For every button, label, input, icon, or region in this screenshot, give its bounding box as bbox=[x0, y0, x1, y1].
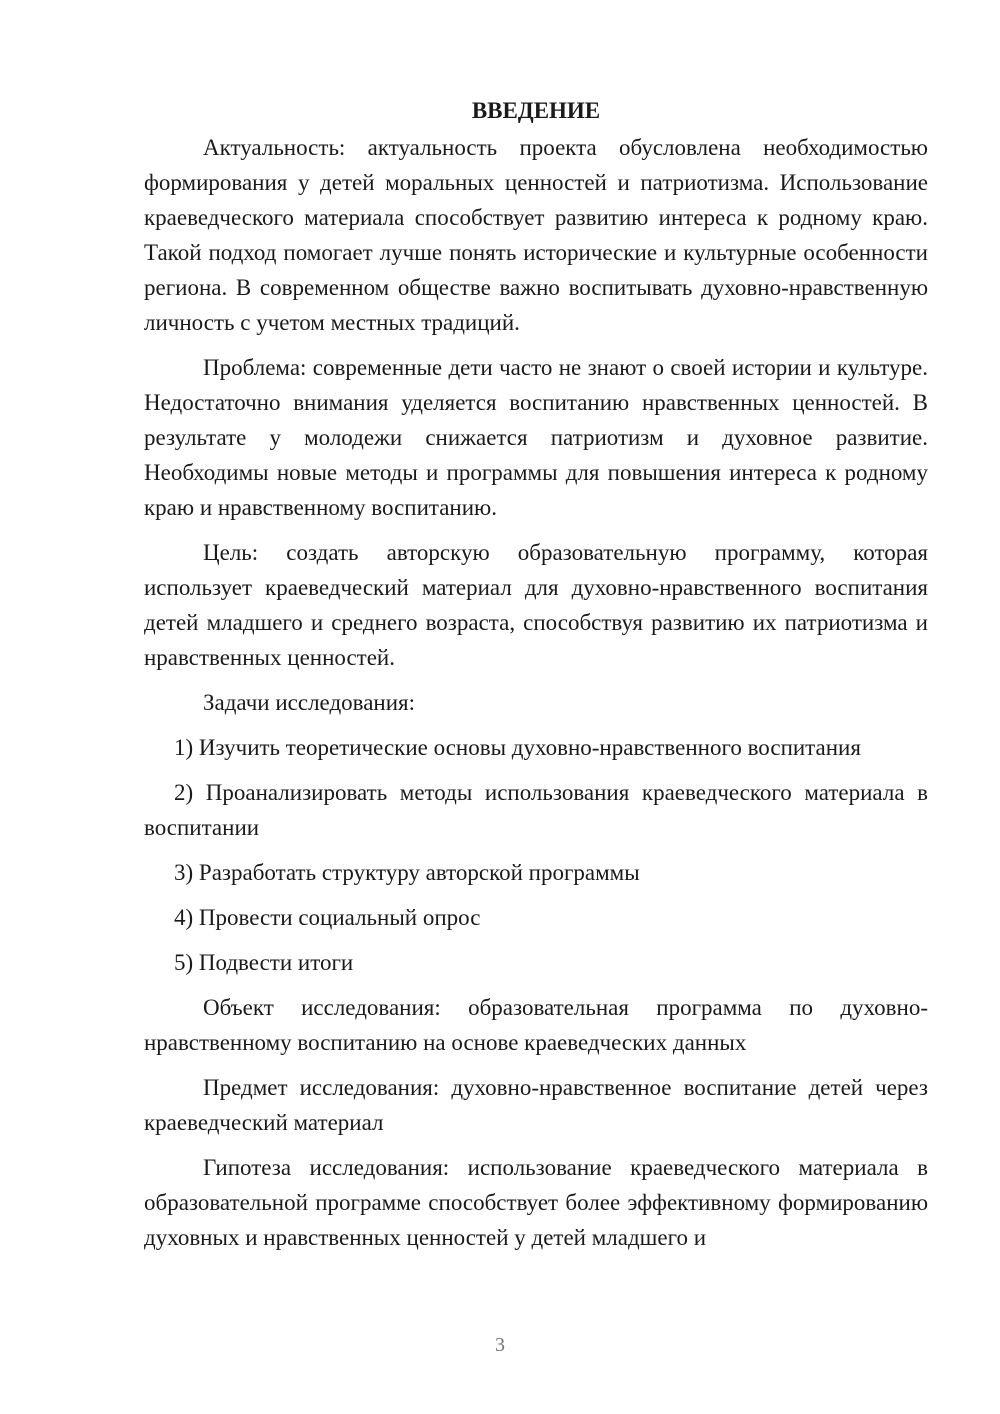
paragraph-problem: Проблема: современные дети часто не знают о своей истории и культуре. Недостаточно внимания уделяется воспитанию нравственных ценностей. В результате у молодежи снижается патриотизм и духовное развитие. Необходимы новые методы и программы для повышения интереса к родному краю и нравственному воспитанию. bbox=[144, 355, 928, 520]
section-title: ВВЕДЕНИЕ bbox=[471, 98, 601, 123]
paragraph-hypothesis: Гипотеза исследования: использование краеведческого материала в образовательной программе способствует более эффективному формированию духовных и нравственных ценностей у детей младшего и bbox=[144, 1155, 928, 1250]
task-item-4: 4) Провести социальный опрос bbox=[174, 905, 481, 930]
page-number: 3 bbox=[495, 1334, 505, 1356]
paragraph-object: Объект исследования: образовательная программа по духовно-нравственному воспитанию на основе краеведческих данных bbox=[144, 995, 928, 1055]
paragraph-goal: Цель: создать авторскую образовательную программу, которая использует краеведческий материал для духовно-нравственного воспитания детей младшего и среднего возраста, способствуя развитию их патриотизма и нравственных ценностей. bbox=[144, 540, 928, 670]
tasks-heading: Задачи исследования: bbox=[203, 690, 416, 715]
task-item-1: 1) Изучить теоретические основы духовно-нравственного воспитания bbox=[174, 735, 861, 760]
task-item-5: 5) Подвести итоги bbox=[174, 950, 354, 975]
paragraph-relevance: Актуальность: актуальность проекта обусловлена необходимостью формирования у детей моральных ценностей и патриотизма. Использование краеведческого материала способствует развитию интереса к родному краю. Такой подход помогает лучше понять исторические и культурные особенности региона. В современном обществе важно воспитывать духовно-нравственную личность с учетом местных традиций. bbox=[144, 135, 928, 335]
page-content bbox=[144, 93, 928, 1255]
task-item-2: 2) Проанализировать методы использования краеведческого материала в воспитании bbox=[144, 780, 928, 840]
task-item-3: 3) Разработать структуру авторской программы bbox=[174, 860, 640, 885]
paragraph-subject: Предмет исследования: духовно-нравственное воспитание детей через краеведческий материал bbox=[144, 1075, 928, 1135]
